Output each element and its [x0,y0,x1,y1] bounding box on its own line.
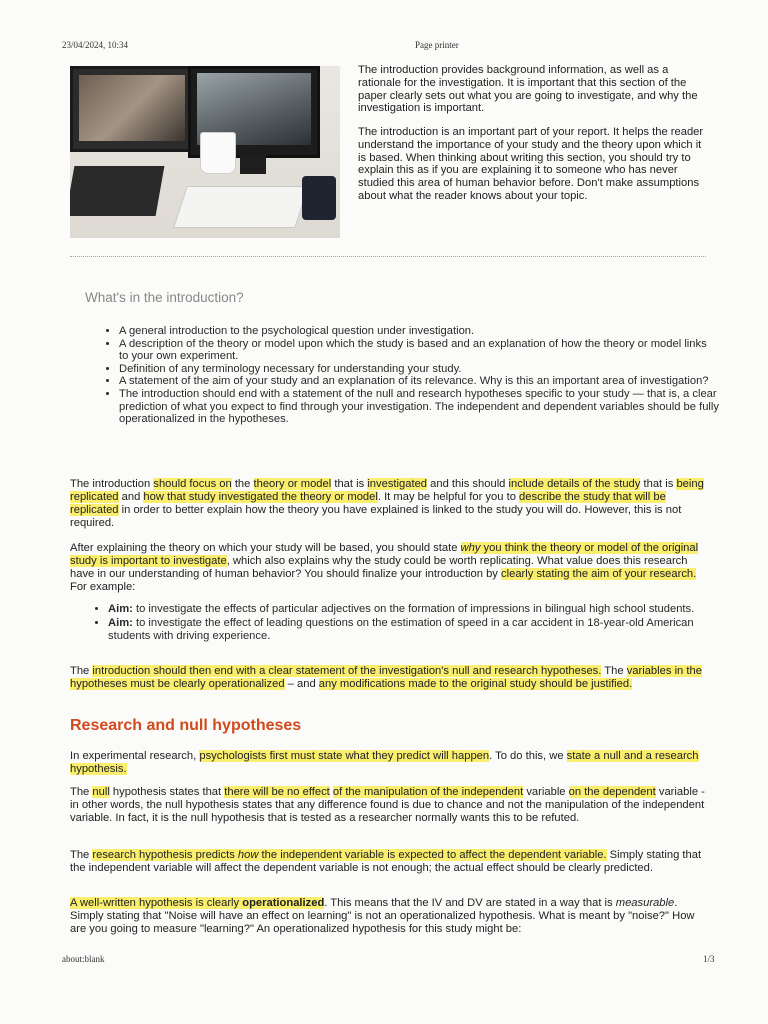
monitor-left [70,66,194,152]
intro-paragraph-1: The introduction provides background information, as well as a rationale for the investigation. It is important that this section of the paper clearly sets out what you are going to investigate, and why the investigation is important. [358,64,698,115]
phone [302,176,336,220]
highlight: clearly stating the aim of your research. [501,568,697,580]
highlight: being replicated [70,478,704,503]
print-date: 23/04/2024, 10:34 [62,40,129,50]
body-paragraph-theory: After explaining the theory on which your study will be based, you should state why you think the theory or model of the original study is important to investigate, which also explains why the study could be worth replicating. What value does this research have in our understanding of human behavior? You should finalize your introduction by clearly stating the aim of your research. For example: [70,542,699,593]
research-paragraph-1: In experimental research, psychologists first must state what they predict will happen. To do this, we state a null and a research hypothesis. [70,750,699,775]
highlight: investigated [367,478,428,490]
highlight: describe the study that will be replicated [70,491,666,516]
research-paragraph-operationalized: A well-written hypothesis is clearly operationalized. This means that the IV and DV are stated in a way that is measurable. Simply stating that "Noise will have an effect on learning" is not an operationalized hypothesis. What is meant by "noise?" How are you going to measure "learning?" An operationalized hypothesis for this study might be: [70,897,695,935]
list-item: • Definition of any terminology necessary for understanding your study. [119,363,719,376]
body-paragraph-end: The introduction should then end with a clear statement of the investigation's null and research hypotheses. The variables in the hypotheses must be clearly operationalized – and any modifications made to the original study should be justified. [70,665,702,690]
list-item: • Aim: to investigate the effects of particular adjectives on the formation of impressions in bilingual high school students. [108,603,720,616]
section-divider [70,256,706,257]
page-number: 1/3 [703,954,715,964]
dark-keyboard [70,166,164,216]
highlight: any modifications made to the original study should be justified. [318,678,633,690]
research-paragraph-null: The null hypothesis states that there will be no effect of the manipulation of the independent variable on the dependent variable -in other words, the null hypothesis states that any difference found is due to chance and not the manipulation of the independent variable. In fact, it is the null hypothesis that is tested as a researcher normally wants this to be refuted. [70,786,705,824]
highlight: why you think the theory or model of the original study is important to investigate [70,542,699,567]
print-title: Page printer [415,40,459,50]
highlight: state a null and a research hypothesis. [70,750,699,775]
list-item: • The introduction should end with a statement of the null and research hypotheses specific to your study — that is, a clear prediction of what you expect to find through your investigation. The independent and dependent variables should be fully operationalized in the hypotheses. [119,388,719,426]
coffee-mug [200,132,236,174]
print-url: about:blank [62,954,105,964]
list-item: • A description of the theory or model upon which the study is based and an explanation of how the theory or model links to your own experiment. [119,338,719,363]
highlight: A well-written hypothesis is clearly operationalized [70,897,325,909]
aims-list [92,603,720,644]
intro-contents-list [103,325,719,426]
body-paragraph-focus: The introduction should focus on the theory or model that is investigated and this should include details of the study that is being replicated and how that study investigated the theory or model. It may be helpful for you to describe the study that will be replicated in order to better explain how the theory you have explained is linked to the study you will do. However, this is not required. [70,478,704,529]
highlight: psychologists first must state what they predict will happen [199,750,490,762]
highlight: theory or model [253,478,332,490]
section-heading: What's in the introduction? [85,290,244,305]
list-item: • A general introduction to the psychological question under investigation. [119,325,719,338]
monitor-stand [240,154,266,174]
white-keyboard [173,186,309,228]
highlight: should focus on [153,478,232,490]
list-item: • A statement of the aim of your study and an explanation of its relevance. Why is this an important area of investigation? [119,375,719,388]
research-paragraph-hypothesis: The research hypothesis predicts how the independent variable is expected to affect the dependent variable. Simply stating that the independent variable will affect the dependent variable is not enough; the actual effect should be clearly predicted. [70,849,702,874]
intro-paragraph-2: The introduction is an important part of your report. It helps the reader understand the importance of your study and the theory upon which it is based. When thinking about writing this section, you should try to explain this as if you are explaining it to someone who has never studied this area of human behavior before. Don't make assumptions about what the reader knows about your topic. [358,126,704,202]
highlight: on the dependent [568,786,656,798]
research-heading: Research and null hypotheses [70,717,302,734]
highlight: introduction should then end with a clear statement of the investigation's null and research hypotheses. [92,665,602,677]
highlight: of the manipulation of the independent [332,786,524,798]
highlight: research hypothesis predicts how the independent variable is expected to affect the dependent variable. [92,849,607,861]
highlight: how that study investigated the theory or model [143,491,378,503]
list-item: • Aim: to investigate the effect of leading questions on the estimation of speed in a car accident in 18-year-old American students with driving experience. [108,617,720,643]
highlight: null [92,786,110,798]
highlight: include details of the study [508,478,641,490]
highlight: variables in the hypotheses must be clearly operationalized [70,665,702,690]
desk-photo [70,66,340,238]
highlight: there will be no effect [224,786,330,798]
